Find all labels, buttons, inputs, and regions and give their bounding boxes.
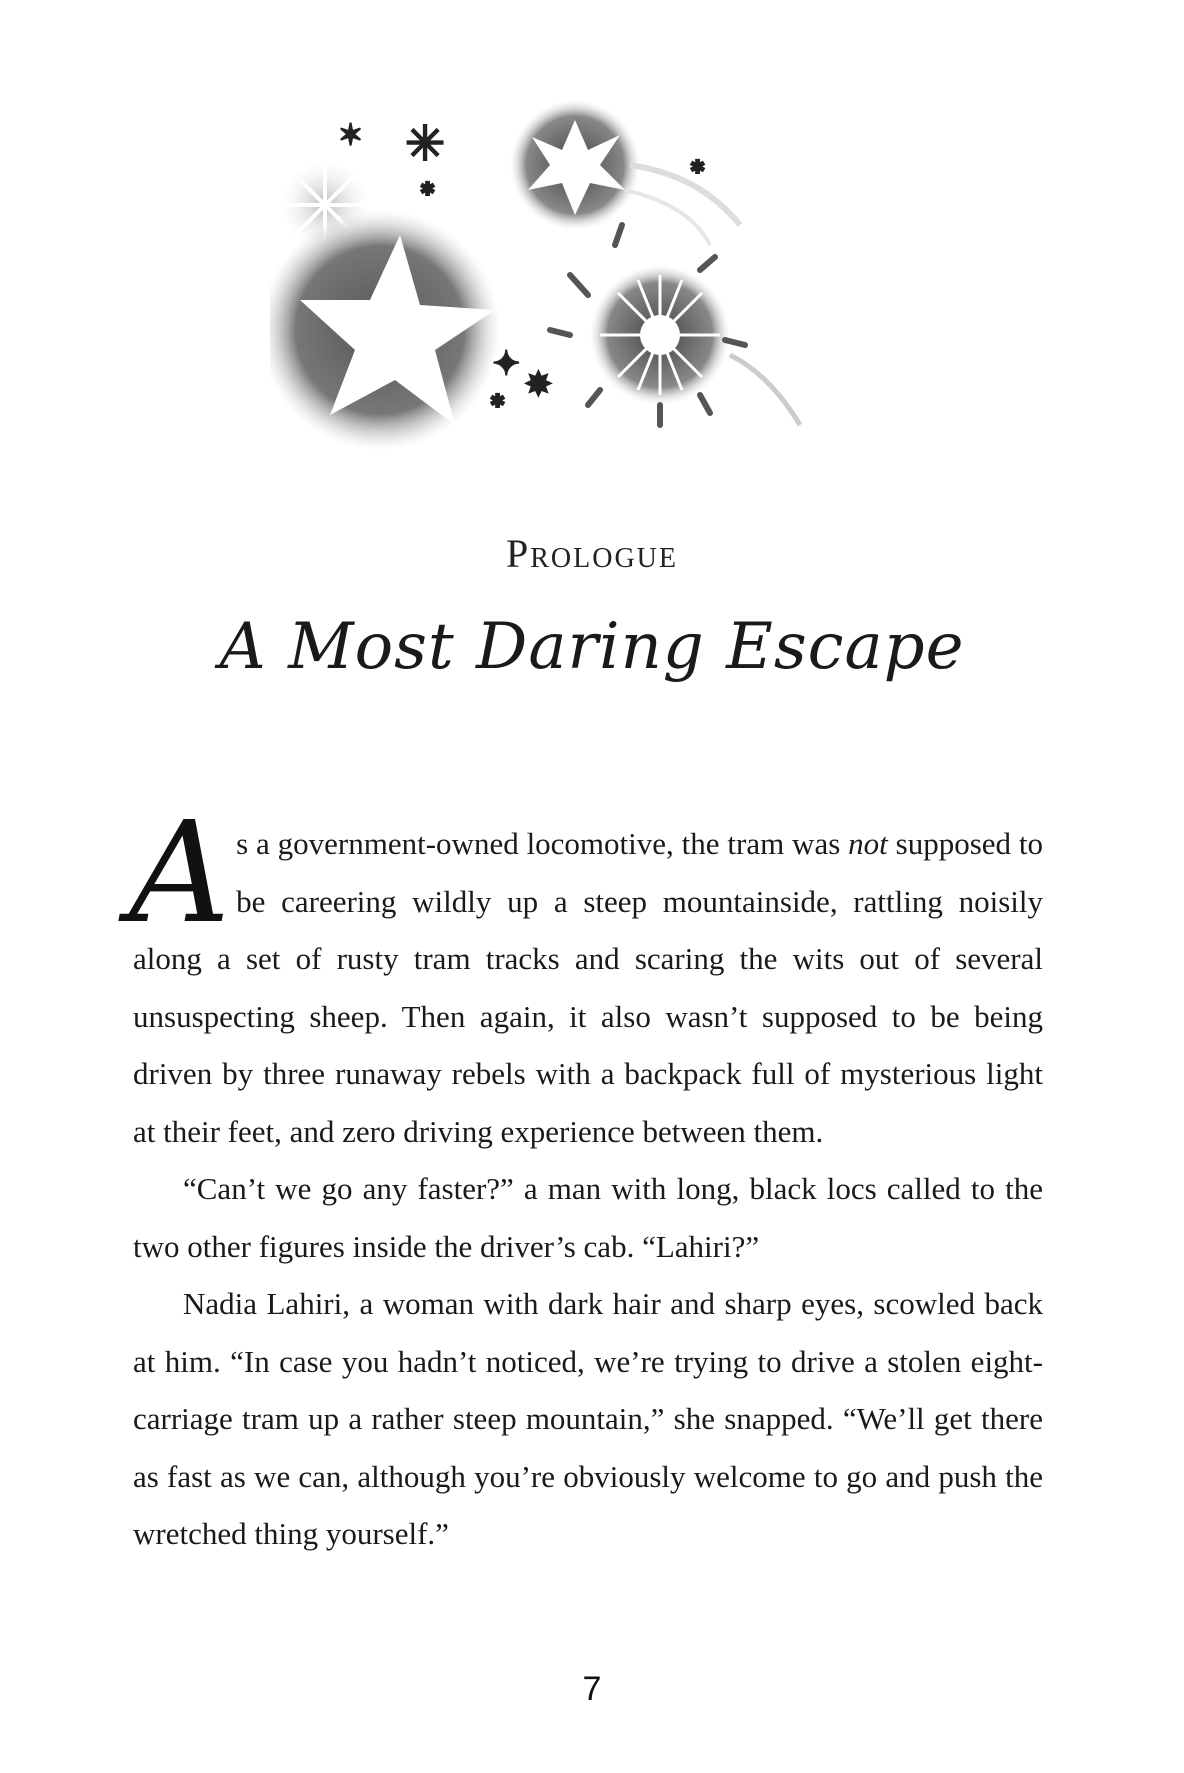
right-burst-icon — [550, 225, 800, 425]
drop-cap: A — [129, 792, 231, 955]
svg-text:✶: ✶ — [338, 118, 364, 153]
fireworks-illustration — [270, 95, 910, 515]
emphasis-not: not — [848, 826, 888, 861]
large-star-burst-icon — [270, 210, 500, 450]
paragraph-1-start: s a government-owned locomotive, the tram was — [236, 826, 849, 861]
svg-text:✱: ✱ — [420, 179, 436, 200]
svg-text:✦: ✦ — [492, 344, 521, 384]
paragraph-2: “Can’t we go any faster?” a man with long, black locs called to the two other figures inside the driver’s cab. “Lahiri?” — [133, 1171, 1043, 1264]
chapter-title: A Most Daring Escape — [219, 610, 965, 684]
chapter-body — [129, 792, 1043, 1563]
page-number: 7 — [582, 1670, 602, 1708]
top-star-burst-icon — [510, 100, 740, 245]
svg-text:✱: ✱ — [690, 157, 706, 178]
paragraph-3: Nadia Lahiri, a woman with dark hair and sharp eyes, scowled back at him. “In case you hadn’t noticed, we’re trying to drive a stolen eight-carriage tram up a rather steep mountain,” she snapped. “We’ll get there as fast as we can, although you’re obviously welcome to go and push the wretched thing yourself.” — [133, 1286, 1043, 1551]
paragraph-1-end: supposed to be careering wildly up a steep mountainside, rattling noisily along a set of rusty tram tracks and scaring the wits out of several unsuspecting sheep. Then again, it also wasn’t supposed to be being driven by three runaway rebels with a backpack full of mysterious light at their feet, and zero driving experience between them. — [133, 826, 1043, 1149]
svg-text:✱: ✱ — [490, 391, 506, 412]
prologue-label: Prologue — [505, 531, 678, 576]
paragraph-1 — [129, 792, 1043, 1160]
svg-text:✳: ✳ — [405, 116, 446, 172]
svg-text:✸: ✸ — [525, 365, 552, 403]
